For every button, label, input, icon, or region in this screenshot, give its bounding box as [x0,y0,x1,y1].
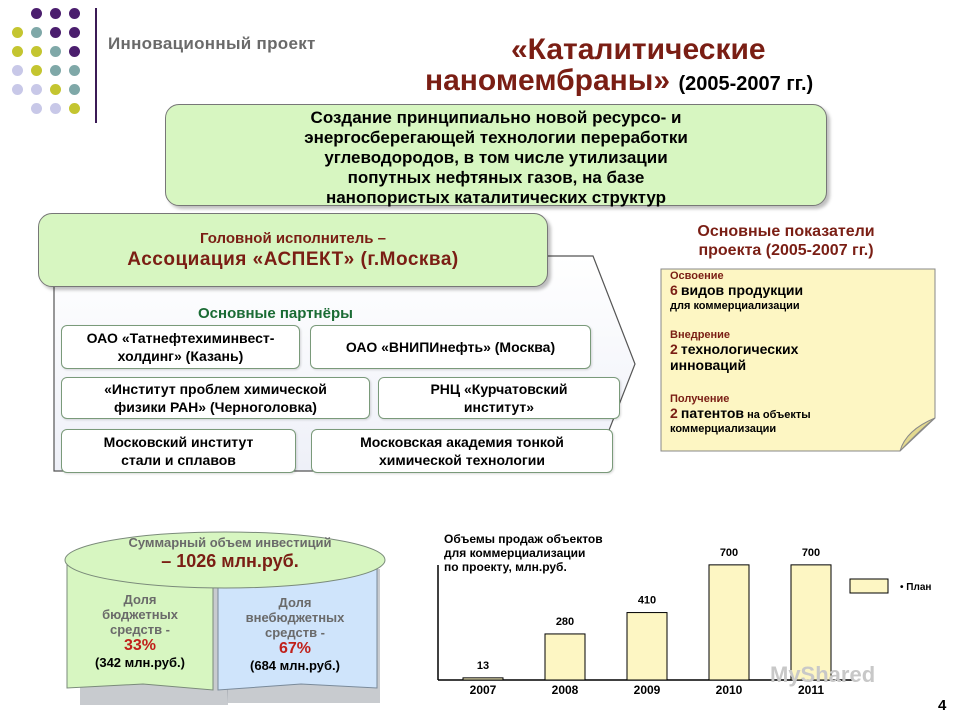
partners-heading: Основные партнёры [198,305,353,322]
goal-line: энергосберегающей технологии переработки [304,128,688,147]
decorative-dot [12,84,23,95]
budget-share-percent: 33% [123,637,157,654]
x-tick-label: 2011 [797,683,825,697]
partner-line: Московская академия тонкой [360,434,564,450]
chart-bar [627,613,667,680]
decorative-dot [12,46,23,57]
indicator-item [670,328,798,372]
extrabudget-share-line: внебюджетных [245,610,345,625]
partner-line: физики РАН» (Черноголовка) [114,399,317,415]
decorative-dot [31,27,42,38]
title-line-1: «Каталитические [511,33,766,66]
goal-line: Создание принципиально новой ресурсо- и [310,108,682,127]
decorative-dot [31,65,42,76]
partner-box [310,325,591,369]
indicator-tail: на объекты [747,409,811,421]
decorative-dot [69,27,80,38]
decorative-dot [69,8,80,19]
decorative-dot [31,103,42,114]
decorative-dot [31,8,42,19]
budget-share-line: Доля [123,592,157,607]
indicator-label: Освоение [670,270,724,282]
decorative-dot [31,84,42,95]
bar-value-label: 700 [719,546,739,559]
investment-total: – 1026 млн.руб. [161,551,299,571]
partner-line: стали и сплавов [121,452,236,468]
extrabudget-share-line: средств - [264,625,325,640]
decorative-dot [50,103,61,114]
partner-line: Московский институт [103,434,254,450]
indicator-text: видов продукции [680,282,804,298]
goal-line: попутных нефтяных газов, на базе [347,168,645,187]
chart-title-line: для коммерциализации [444,546,586,560]
extrabudget-share-line: Доля [278,595,312,610]
partner-box [378,377,620,419]
indicator-item [670,392,811,436]
indicator-text: патентов [680,405,745,421]
decorative-dot [12,65,23,76]
decorative-dot [12,27,23,38]
indicator-text: технологических [680,341,799,357]
indicator-number: 2 [670,405,678,421]
partner-box [311,429,613,473]
partner-line: «Институт проблем химической [104,381,327,397]
partner-box [61,377,370,419]
budget-share-sum: (342 млн.руб.) [95,655,185,670]
partner-line: ОАО «Татнефтехиминвест- [86,330,275,346]
lead-name: Ассоциация «АСПЕКТ» (г.Москва) [127,249,459,270]
indicator-item [670,269,803,313]
indicator-label: Получение [670,393,730,405]
extrabudget-share-sum: (684 млн.руб.) [250,658,340,673]
budget-share-block [65,592,215,671]
decorative-dot [50,65,61,76]
decorative-dot [31,46,42,57]
indicator-label: Внедрение [670,329,731,341]
decorative-dot [69,84,80,95]
indicator-number: 6 [670,282,678,298]
decorative-dot [50,46,61,57]
bar-value-label: 700 [801,546,821,559]
decorative-dot [50,84,61,95]
header-divider [95,8,97,123]
chart-bar [709,565,749,680]
partner-line: институт» [463,399,535,415]
decorative-dot [69,46,80,57]
watermark: MyShared [770,662,876,687]
page-number: 4 [938,697,947,714]
indicator-sub: для коммерциализации [670,300,800,312]
partner-box [61,325,300,369]
title-line-2: наномембраны» [425,64,671,97]
partner-line: химической технологии [379,452,545,468]
indicator-number: 2 [670,341,678,357]
partner-line: ОАО «ВНИПИнефть» (Москва) [345,339,556,355]
investment-heading: Суммарный объем инвестиций [128,535,332,550]
partner-line: РНЦ «Курчатовский [430,381,568,397]
x-tick-label: 2007 [469,683,497,697]
bar-value-label: 280 [555,615,575,628]
x-tick-label: 2010 [715,683,743,697]
legend-label: • План [900,582,932,593]
title-years: (2005-2007 гг.) [678,73,814,95]
bar-value-label: 13 [476,659,490,672]
bar-value-label: 410 [637,594,657,607]
extrabudget-share-percent: 67% [278,640,312,657]
indicators-title-line: проекта (2005-2007 гг.) [698,242,874,259]
legend-swatch [850,579,888,593]
page-title [425,34,945,100]
lead-executor-box [38,213,548,287]
indicators-title [655,222,917,260]
chart-bar [545,634,585,680]
budget-share-line: средств - [109,622,170,637]
x-tick-label: 2008 [551,683,579,697]
indicators-title-line: Основные показатели [697,223,875,240]
decorative-dot [69,65,80,76]
indicator-sub: коммерциализации [670,423,777,435]
decorative-dot [69,103,80,114]
goal-line: углеводородов, в том числе утилизации [324,148,668,167]
project-goal-box [165,104,827,206]
budget-share-line: бюджетных [102,607,178,622]
partner-box [61,429,296,473]
partner-line: холдинг» (Казань) [117,348,244,364]
extrabudget-share-block [220,595,370,674]
chart-bar [463,678,503,680]
decorative-dot [50,27,61,38]
decorative-dot [50,8,61,19]
x-tick-label: 2009 [633,683,661,697]
chart-title-line: по проекту, млн.руб. [444,560,567,574]
investment-heading-block [70,535,390,572]
chart-title-line: Объемы продаж объектов [444,532,603,546]
lead-label: Головной исполнитель – [199,230,387,247]
indicator-sub: инноваций [670,357,747,373]
project-subtitle: Инновационный проект [108,34,316,53]
goal-line: нанопористых каталитических структур [325,188,667,207]
